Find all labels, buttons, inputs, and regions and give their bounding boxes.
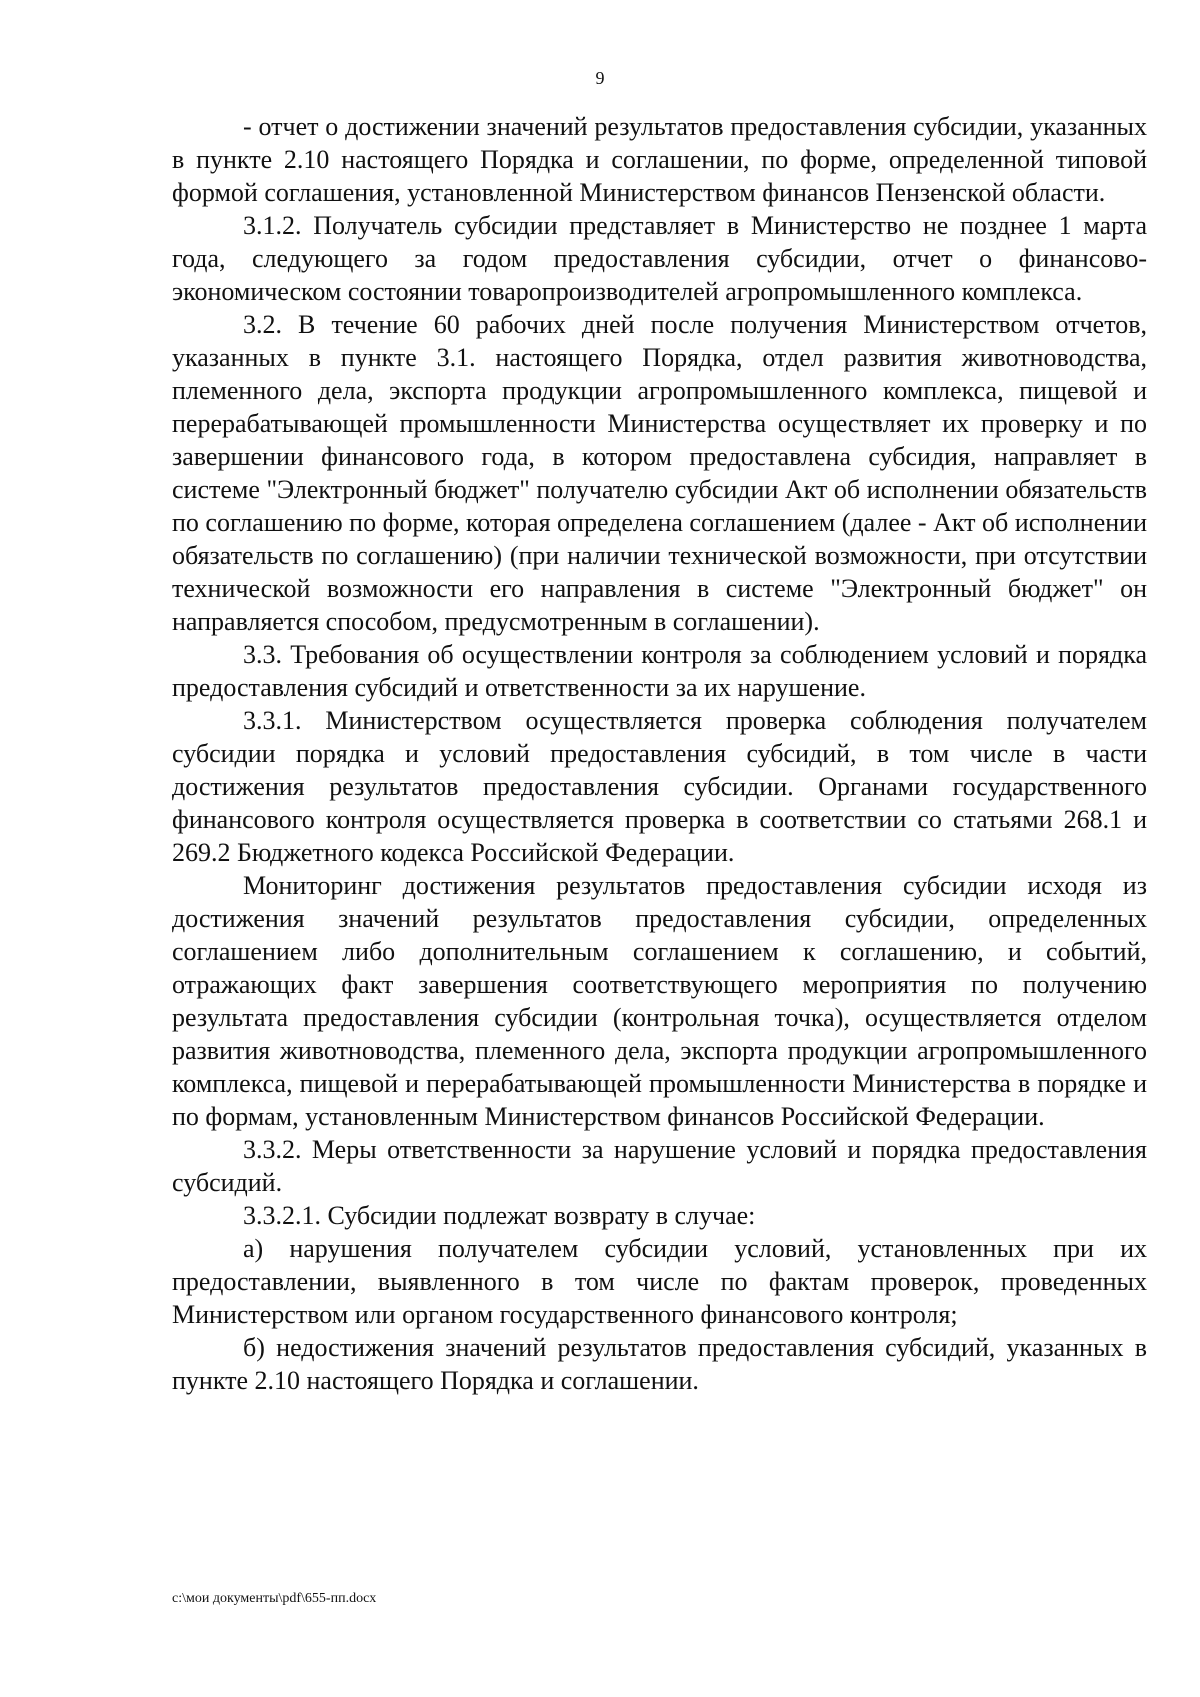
paragraph-report-item: - отчет о достижении значений результатов предоставления субсидии, указанных в пункте 2.10 настоящего Порядка и соглашении, по форме, определенной типовой формой соглашения, установленной Министерством финансов Пензенской области. [172,112,1147,207]
paragraph-3-2: 3.2. В течение 60 рабочих дней после получения Министерством отчетов, указанных в пункте 3.1. настоящего Порядка, отдел развития животноводства, племенного дела, экспорта продукции агропромышленного комплекса, пищевой и перерабатывающей промышленности Министерства осуществляет их проверку и по завершении финансового года, в котором предоставлена субсидия, направляет в системе "Электронный бюджет" получателю субсидии Акт об исполнении обязательств по соглашению по форме, которая определена соглашением (далее - Акт об исполнении обязательств по соглашению) (при наличии технической возможности, при отсутствии технической возможности его направления в системе "Электронный бюджет" он направляется способом, предусмотренным в соглашении). [172,310,1147,636]
paragraph-item-a: а) нарушения получателем субсидии условий, установленных при их предоставлении, выявленного в том числе по фактам проверок, проведенных Министерством или органом государственного финансового контроля; [172,1234,1147,1329]
paragraph-3-3-2: 3.3.2. Меры ответственности за нарушение условий и порядка предоставления субсидий. [172,1135,1147,1197]
document-body [172,110,1147,1397]
paragraph-3-3: 3.3. Требования об осуществлении контроля за соблюдением условий и порядка предоставления субсидий и ответственности за их нарушение. [172,640,1147,702]
paragraph-monitoring: Мониторинг достижения результатов предоставления субсидии исходя из достижения значений результатов предоставления субсидии, определенных соглашением либо дополнительным соглашением к соглашению, и событий, отражающих факт завершения соответствующего мероприятия по получению результата предоставления субсидии (контрольная точка), осуществляется отделом развития животноводства, племенного дела, экспорта продукции агропромышленного комплекса, пищевой и перерабатывающей промышленности Министерства в порядке и по формам, установленным Министерством финансов Российской Федерации. [172,871,1147,1131]
page-number: 9 [595,68,605,88]
footer-file-path: c:\мои документы\pdf\655-пп.docx [172,1591,377,1606]
paragraph-3-1-2: 3.1.2. Получатель субсидии представляет в Министерство не позднее 1 марта года, следующего за годом предоставления субсидии, отчет о финансово-экономическом состоянии товаропроизводителей агропромышленного комплекса. [172,211,1147,306]
paragraph-3-3-1: 3.3.1. Министерством осуществляется проверка соблюдения получателем субсидии порядка и условий предоставления субсидий, в том числе в части достижения результатов предоставления субсидии. Органами государственного финансового контроля осуществляется проверка в соответствии со статьями 268.1 и 269.2 Бюджетного кодекса Российской Федерации. [172,706,1147,867]
paragraph-3-3-2-1: 3.3.2.1. Субсидии подлежат возврату в случае: [243,1201,756,1230]
paragraph-item-b: б) недостижения значений результатов предоставления субсидий, указанных в пункте 2.10 настоящего Порядка и соглашении. [172,1333,1147,1395]
